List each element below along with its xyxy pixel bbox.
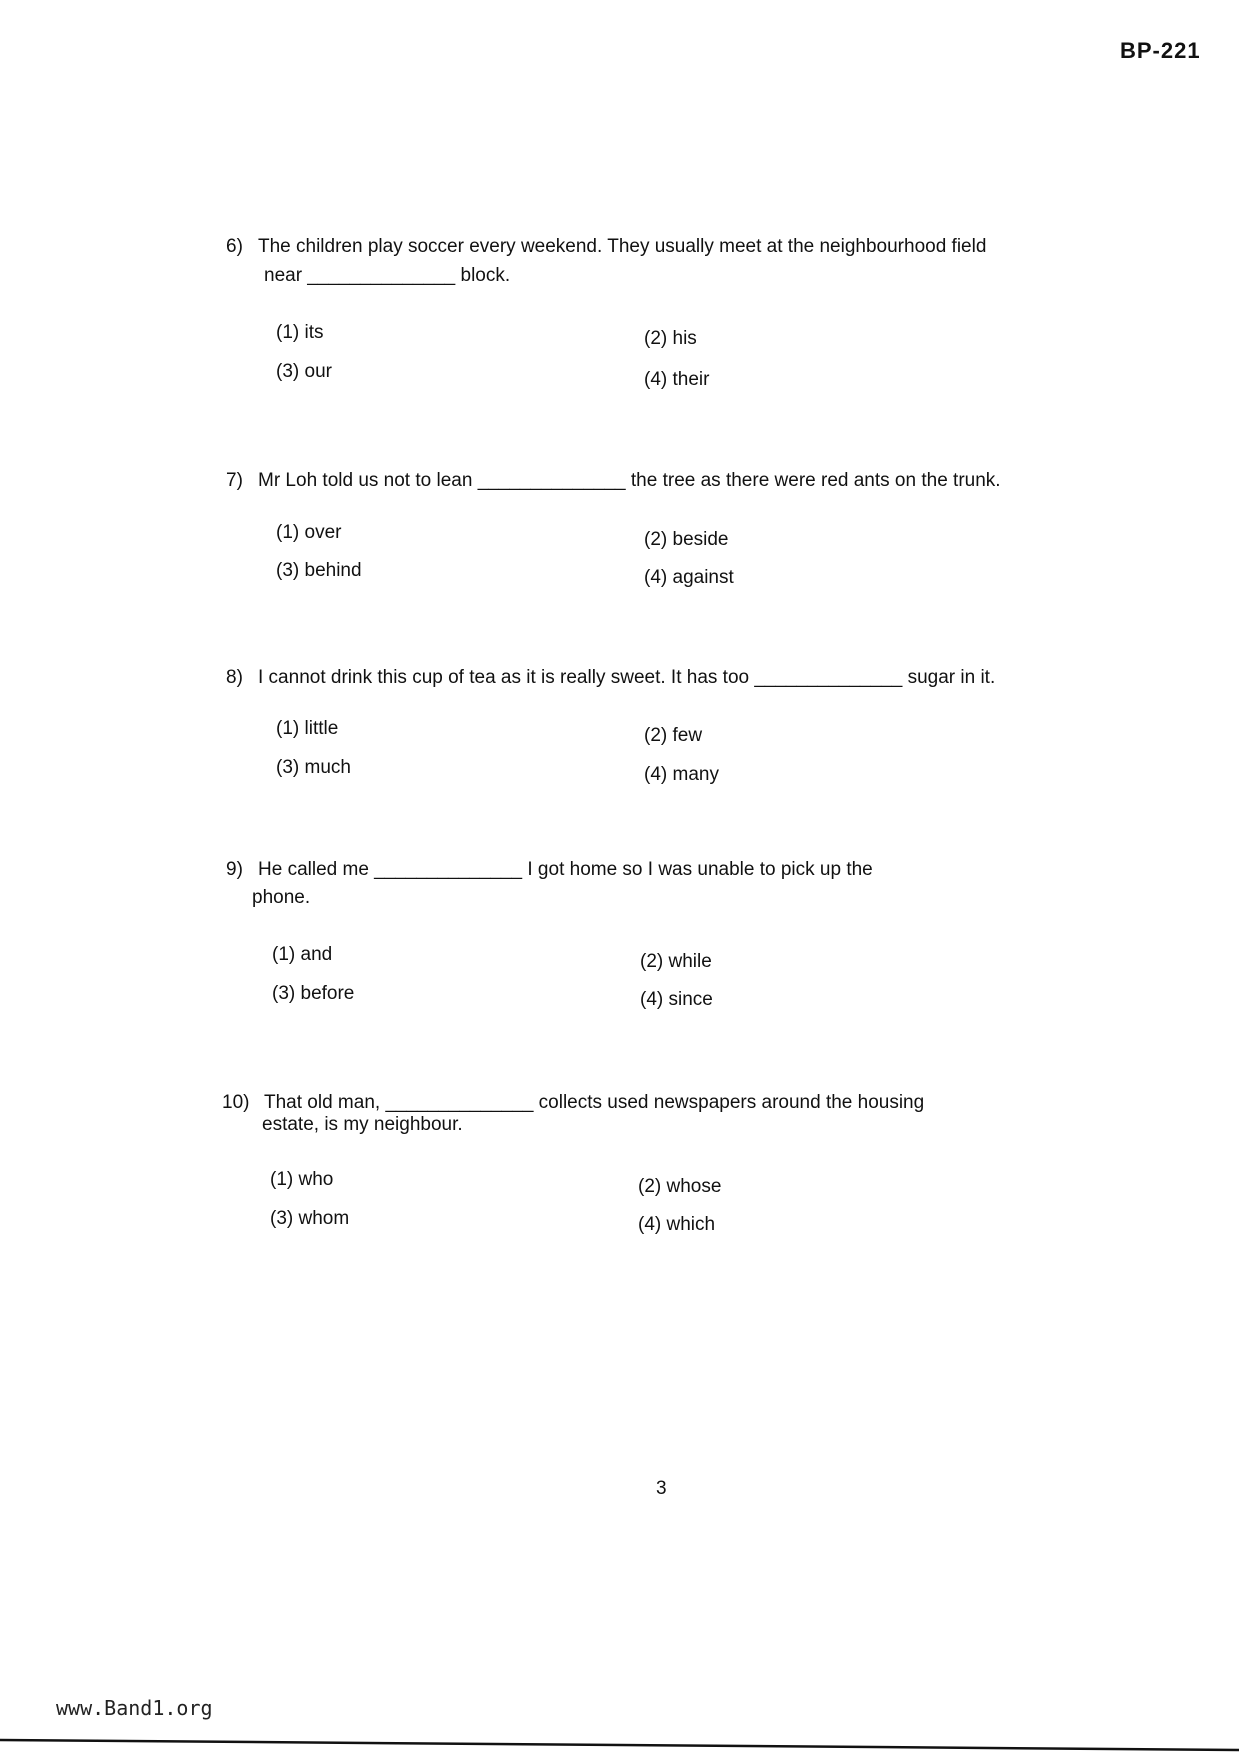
answer-option: (3) whom (270, 1208, 350, 1229)
question-text: I cannot drink this cup of tea as it is really sweet. It has too ______________ sugar in it. (258, 667, 996, 688)
scan-edge-line (0, 1740, 1239, 1750)
question-text: The children play soccer every weekend. They usually meet at the neighbourhood field (258, 236, 987, 257)
question-text: That old man, ______________ collects used newspapers around the housing (264, 1092, 925, 1113)
question-text: Mr Loh told us not to lean ______________ the tree as there were red ants on the trunk. (258, 470, 1001, 491)
question-number: 10) (222, 1092, 250, 1113)
question-text-continued: phone. (252, 887, 311, 908)
question-number: 7) (226, 470, 243, 491)
answer-option: (2) beside (644, 529, 729, 550)
answer-option: (3) behind (276, 560, 362, 581)
answer-option: (1) little (276, 718, 339, 739)
question-number: 6) (226, 236, 243, 257)
answer-option: (1) its (276, 322, 324, 343)
paper-code: BP-221 (1120, 38, 1201, 63)
answer-option: (1) over (276, 522, 342, 543)
question-text-continued: near ______________ block. (264, 265, 511, 286)
answer-option: (2) few (644, 725, 703, 746)
answer-option: (3) before (272, 983, 355, 1004)
answer-option: (3) our (276, 361, 332, 382)
bottom-border-line (0, 1738, 1239, 1752)
answer-option: (4) which (638, 1214, 716, 1235)
answer-option: (4) their (644, 369, 710, 390)
website-footer: www.Band1.org (56, 1696, 213, 1720)
answer-option: (2) whose (638, 1176, 722, 1197)
answer-option: (4) since (640, 989, 713, 1010)
answer-option: (1) and (272, 944, 333, 965)
question-number: 9) (226, 859, 243, 880)
answer-option: (2) his (644, 328, 697, 349)
question-number: 8) (226, 667, 243, 688)
page-number: 3 (656, 1478, 667, 1499)
answer-option: (3) much (276, 757, 351, 778)
question-text: He called me ______________ I got home so I was unable to pick up the (258, 859, 873, 880)
question-text-continued: estate, is my neighbour. (262, 1114, 463, 1135)
answer-option: (4) many (644, 764, 719, 785)
answer-option: (4) against (644, 567, 734, 588)
answer-option: (1) who (270, 1169, 334, 1190)
answer-option: (2) while (640, 951, 712, 972)
